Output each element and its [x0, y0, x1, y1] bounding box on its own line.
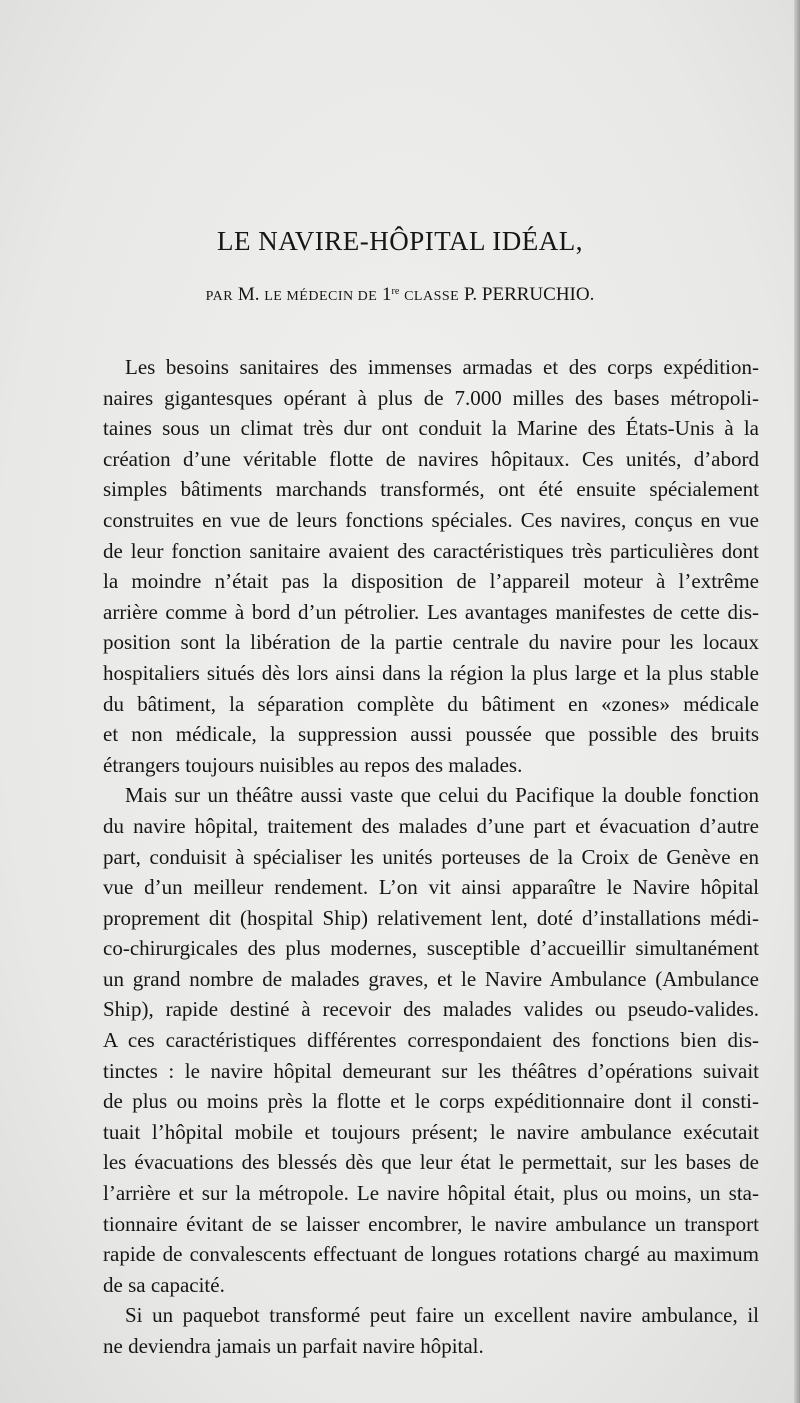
text-line: Mais sur un théâtre aussi vaste que celui du Pacifique la double fonction [125, 783, 759, 808]
paragraph-1 [81, 352, 759, 780]
text-line: les évacuations des blessés dès que leur état le permettait, sur les bases de [103, 1150, 759, 1175]
byline-m: M. [237, 284, 260, 305]
article-body [81, 352, 759, 1362]
text-line: tinctes : le navire hôpital demeurant sur les théâtres d’opérations suivait [103, 1058, 759, 1083]
text-line: ne deviendra jamais un parfait navire hôpital. [103, 1334, 484, 1358]
byline-rank-num: 1 [382, 284, 392, 305]
page-edge-shadow [794, 0, 800, 1403]
text-line: A ces caractéristiques différentes correspondaient des fonctions bien dis- [103, 1028, 759, 1053]
text-line: un grand nombre de malades graves, et le Navire Ambulance (Ambulance [103, 966, 759, 991]
text-line: co-chirurgicales des plus modernes, susceptible d’accueillir simultanément [103, 936, 759, 961]
text-line: tionnaire évitant de se laisser encombrer, le navire ambulance un transport [103, 1211, 759, 1236]
paragraph-2 [81, 780, 759, 1300]
text-line: rapide de convalescents effectuant de longues rotations chargé au maximum [103, 1242, 759, 1267]
text-line: Ship), rapide destiné à recevoir des malades valides ou pseudo-valides. [103, 997, 759, 1022]
paragraph-3 [81, 1300, 759, 1361]
byline-le-medecin-de: LE MÉDECIN DE [264, 289, 378, 304]
text-line: vue d’un meilleur rendement. L’on vit ainsi apparaître le Navire hôpital [103, 875, 759, 900]
text-line: taines sous un climat très dur ont conduit la Marine des États-Unis à la [103, 416, 759, 441]
text-line: de plus ou moins près la flotte et le corps expéditionnaire dont il consti- [103, 1089, 759, 1114]
article-byline [0, 284, 800, 306]
byline-rank-sup: re [391, 286, 400, 297]
text-line: de leur fonction sanitaire avaient des caractéristiques très particulières dont [103, 538, 759, 563]
article-title: LE NAVIRE-HÔPITAL IDÉAL, [216, 226, 584, 256]
text-line: de sa capacité. [103, 1272, 225, 1297]
text-line: position sont la libération de la partie centrale du navire pour les locaux [103, 630, 759, 655]
byline-author: P. PERRUCHIO. [463, 284, 595, 305]
text-line: étrangers toujours nuisibles au repos des malades. [103, 752, 523, 777]
text-line: arrière comme à bord d’un pétrolier. Les avantages manifestes de cette dis- [103, 599, 759, 624]
text-line: Si un paquebot transformé peut faire un excellent navire ambulance, il [125, 1303, 759, 1328]
text-line: naires gigantesques opérant à plus de 7.000 milles des bases métropoli- [103, 385, 759, 410]
text-line: la moindre n’était pas la disposition de l’appareil moteur à l’extrême [103, 569, 759, 594]
text-line: et non médicale, la suppression aussi poussée que possible des bruits [103, 722, 759, 747]
text-line: hospitaliers situés dès lors ainsi dans la région la plus large et la plus stable [103, 660, 759, 685]
text-line: du navire hôpital, traitement des malades d’une part et évacuation d’autre [103, 813, 759, 838]
text-line: simples bâtiments marchands transformés, ont été ensuite spécialement [103, 477, 759, 502]
text-line: part, conduisit à spécialiser les unités porteuses de la Croix de Genève en [103, 844, 759, 869]
text-line: tuait l’hôpital mobile et toujours présent; le navire ambulance exécutait [103, 1119, 759, 1144]
text-line: proprement dit (hospital Ship) relativement lent, doté d’installations médi- [103, 905, 759, 930]
text-line: Les besoins sanitaires des immenses armadas et des corps expédition- [125, 355, 759, 379]
text-line: création d’une véritable flotte de navires hôpitaux. Ces unités, d’abord [103, 446, 759, 471]
text-line: du bâtiment, la séparation complète du bâtiment en «zones» médicale [103, 691, 759, 716]
text-line: construites en vue de leurs fonctions spéciales. Ces navires, conçus en vue [103, 507, 759, 532]
byline-classe: CLASSE [404, 289, 460, 304]
byline-par: PAR [205, 289, 234, 304]
text-line: l’arrière et sur la métropole. Le navire hôpital était, plus ou moins, un sta- [103, 1181, 759, 1206]
